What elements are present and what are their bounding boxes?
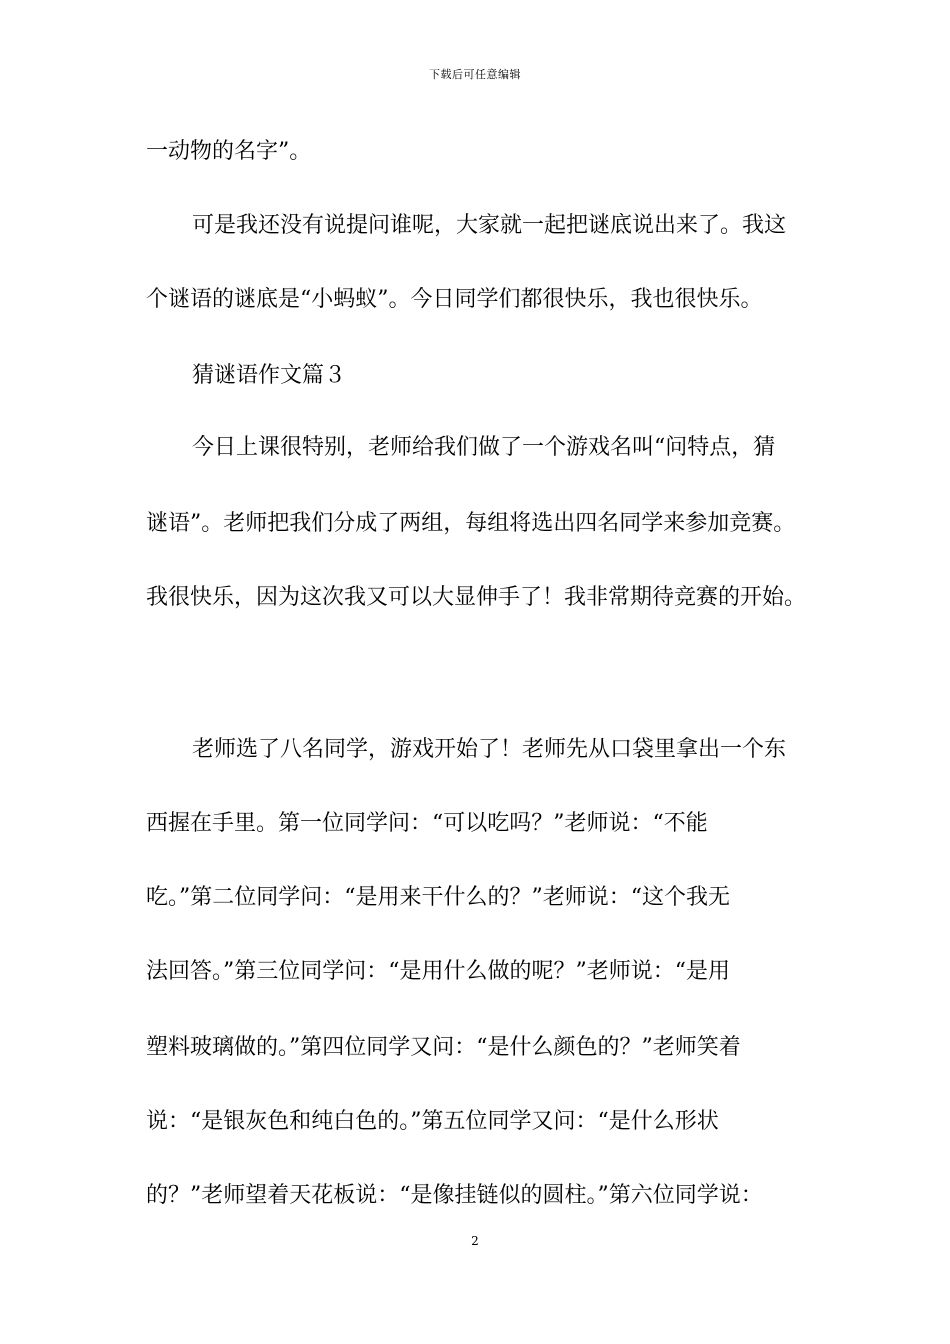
text-line: 一动物的名字”。 bbox=[146, 139, 312, 164]
text-line: 吃。”第二位同学问：“是用来干什么的？”老师说：“这个我无 bbox=[146, 885, 730, 910]
text-line: 塑料玻璃做的。”第四位同学又问：“是什么颜色的？”老师笑着 bbox=[146, 1035, 741, 1060]
text-line: 今日上课很特别，老师给我们做了一个游戏名叫“问特点，猜 bbox=[192, 435, 776, 460]
text-line: 个谜语的谜底是“小蚂蚁”。今日同学们都很快乐，我也很快乐。 bbox=[146, 287, 763, 312]
text-line: 谜语”。老师把我们分成了两组，每组将选出四名同学来参加竞赛。 bbox=[146, 511, 796, 536]
text-line: 法回答。”第三位同学问：“是用什么做的呢？”老师说：“是用 bbox=[146, 959, 730, 984]
text-line: 老师选了八名同学，游戏开始了！老师先从口袋里拿出一个东 bbox=[192, 737, 787, 762]
text-line: 的？”老师望着天花板说：“是像挂链似的圆柱。”第六位同学说： bbox=[146, 1183, 763, 1208]
text-line: 可是我还没有说提问谁呢，大家就一起把谜底说出来了。我这 bbox=[192, 213, 787, 238]
page-number: 2 bbox=[471, 1234, 479, 1248]
page-header: 下载后可任意编辑 bbox=[429, 68, 521, 81]
text-line: 说：“是银灰色和纯白色的。”第五位同学又问：“是什么形状 bbox=[146, 1109, 719, 1134]
text-line: 我很快乐，因为这次我又可以大显伸手了！我非常期待竞赛的开始。 bbox=[146, 585, 807, 610]
section-heading: 猜谜语作文篇３ bbox=[192, 363, 347, 388]
text-line: 西握在手里。第一位同学问：“可以吃吗？”老师说：“不能 bbox=[146, 811, 708, 836]
